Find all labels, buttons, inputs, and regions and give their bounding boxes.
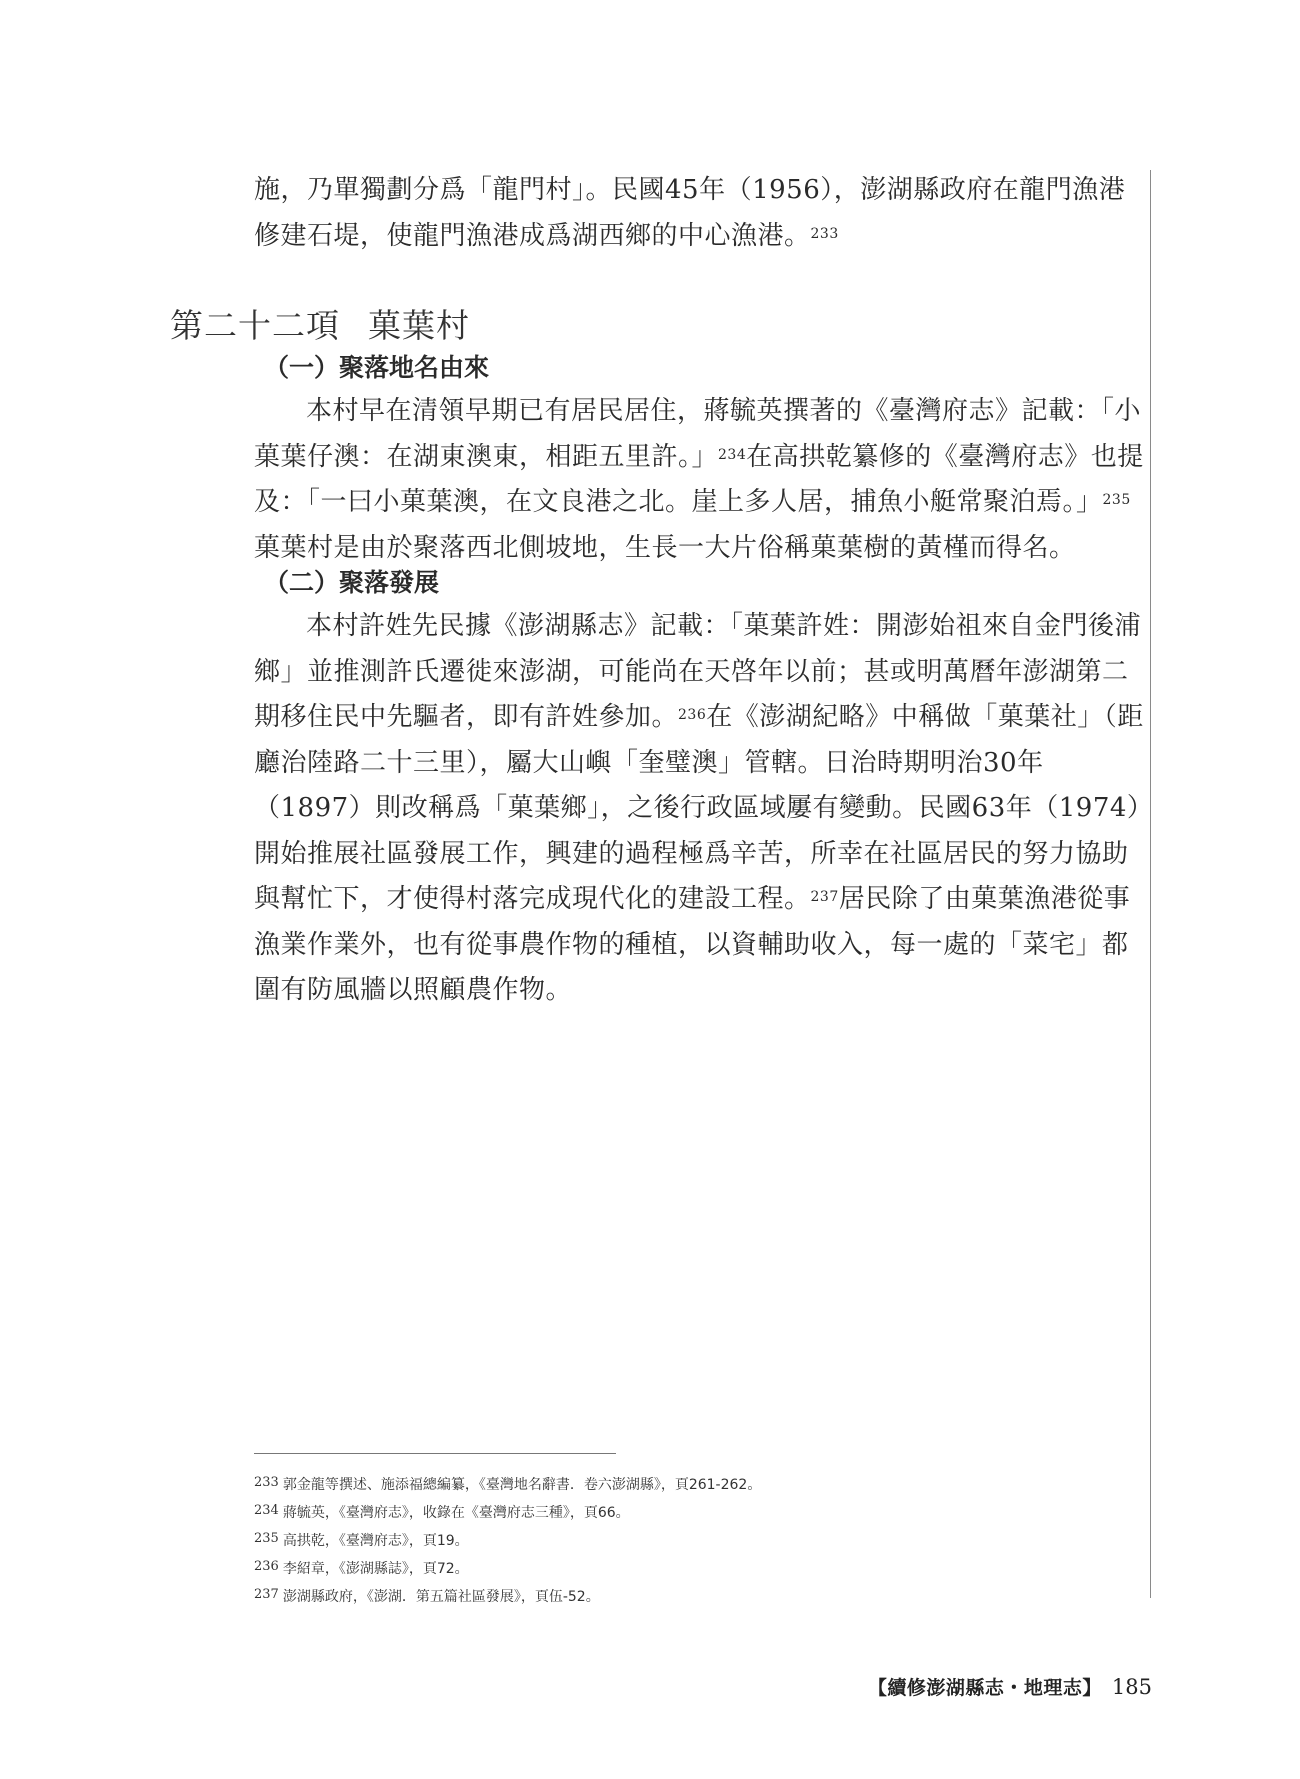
footnote-text: 澎湖縣政府，《澎湖．第五篇社區發展》，頁伍-52。	[282, 1589, 600, 1605]
footnote-235	[254, 1526, 1134, 1554]
footnote-237	[254, 1582, 1134, 1610]
intro-paragraph	[254, 168, 1144, 259]
intro-line-2-text: 修建石堤，使龍門漁港成爲湖西鄉的中心漁港。	[254, 220, 811, 251]
subsection-2-paragraph	[254, 604, 1144, 1014]
footnote-text: 李紹章，《澎湖縣誌》，頁72。	[282, 1561, 469, 1577]
footnote-ref-234: 234	[718, 446, 747, 463]
subsection-1	[254, 350, 1144, 571]
book-title: 【續修澎湖縣志・地理志】	[867, 1677, 1102, 1699]
footnote-ref-236: 236	[678, 707, 707, 723]
intro-line-2	[254, 214, 1144, 260]
footnote-text: 蔣毓英，《臺灣府志》，收錄在《臺灣府志三種》，頁66。	[282, 1505, 630, 1521]
footnote-separator	[254, 1453, 616, 1454]
footnotes	[254, 1470, 1134, 1610]
sub1-text-1: 本村早在清領早期已有居民居住，蔣毓英撰著的《臺灣府志》記載：「小菓葉仔澳：在湖東澳東，相距五里許。」	[254, 396, 1142, 472]
sub1-text-3: 菓葉村是由於聚落西北側坡地，生長一大片俗稱菓葉樹的黃槿而得名。	[254, 532, 1076, 563]
footnote-234	[254, 1498, 1134, 1526]
running-footer	[868, 1673, 1152, 1700]
subsection-1-heading: （一）聚落地名由來	[264, 353, 490, 382]
footnote-number: 233	[254, 1475, 279, 1490]
margin-rule	[1150, 170, 1151, 1598]
footnote-ref-233: 233	[810, 225, 839, 242]
footnote-number: 235	[254, 1531, 279, 1546]
footnote-ref-237: 237	[810, 889, 839, 905]
footnote-text: 高拱乾，《臺灣府志》，頁19。	[282, 1533, 469, 1549]
footnote-233	[254, 1470, 1134, 1498]
footnote-text: 郭金龍等撰述、施添福總編纂，《臺灣地名辭書．卷六澎湖縣》，頁261-262。	[282, 1477, 762, 1493]
intro-line-1: 施，乃單獨劃分爲「龍門村」。民國45年（1956），澎湖縣政府在龍門漁港	[254, 175, 1126, 205]
footnote-236	[254, 1554, 1134, 1582]
section-name: 菓葉村	[368, 306, 470, 345]
sub2-text-2: 在《澎湖紀略》中稱做「菓葉社」（距廳治陸路二十三里），屬大山嶼「奎璧澳」管轄。日治時期明治30年（1897）則改稱爲「菓葉鄉」，之後行政區域屢有變動。民國63年（1974）開始推展社區發展工作，興建的過程極爲辛苦，所幸在社區居民的努力協助與幫忙下，才使得村落完成現代化的建設工程。	[254, 702, 1144, 914]
section-number: 第二十二項	[170, 306, 340, 345]
sub2-text-3: 居民除了由菓葉漁港從事漁業作業外，也有從事農作物的種植，以資輔助收入，每一處的「菜宅」都圍有防風牆以照顧農作物。	[254, 884, 1131, 1005]
footnote-number: 234	[254, 1503, 279, 1518]
subsection-2-heading: （二）聚落發展	[264, 568, 440, 597]
footnote-number: 237	[254, 1587, 279, 1602]
footnote-ref-235: 235	[1102, 492, 1131, 508]
subsection-1-paragraph	[254, 389, 1144, 571]
section-title	[170, 300, 470, 347]
footnote-number: 236	[254, 1559, 279, 1574]
subsection-2	[254, 565, 1144, 1014]
page-number: 185	[1111, 1675, 1152, 1699]
sub2-text-1: 本村許姓先民據《澎湖縣志》記載：「菓葉許姓：開澎始祖來自金門後浦鄉」並推測許氏遷徙來澎湖，可能尚在天啓年以前；甚或明萬曆年澎湖第二期移住民中先驅者，即有許姓參加。	[254, 611, 1142, 732]
sub1-text-2: 在高拱乾纂修的《臺灣府志》也提及：「一曰小菓葉澳，在文良港之北。崖上多人居，捕魚小艇常聚泊焉。」	[254, 441, 1144, 517]
